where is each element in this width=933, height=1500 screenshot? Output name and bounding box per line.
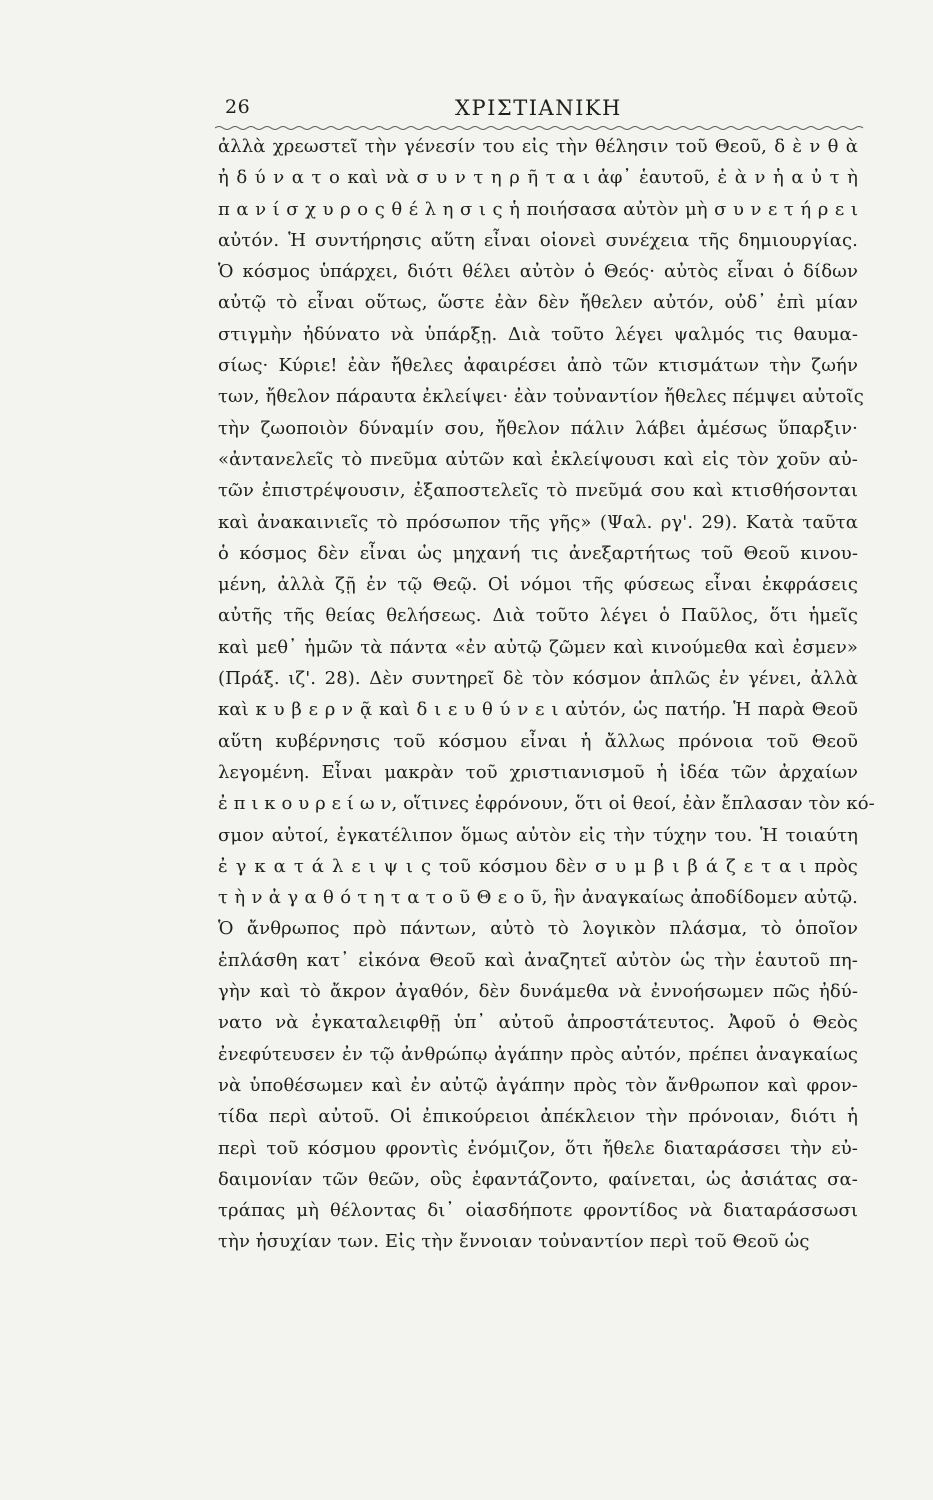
text-line: ἐ γ κ α τ ά λ ε ι ψ ι ς τοῦ κόσμου δὲν σ υ μ β ι β ά ζ ε τ α ι πρὸς (218, 855, 858, 877)
text-line: π α ν ί σ χ υ ρ ο ς θ έ λ η σ ι ς ἡ ποιήσασα αὐτὸν μὴ σ υ ν ε τ ή ρ ε ι (218, 198, 858, 220)
text-line: λεγομένη. Εἶναι μακρὰν τοῦ χριστιανισμοῦ ἡ ἰδέα τῶν ἀρχαίων (218, 761, 858, 783)
text-line: περὶ τοῦ κόσμου φροντὶς ἐνόμιζον, ὅτι ἤθελε διαταράσσει τὴν εὐ- (218, 1137, 858, 1159)
text-line: τὴν ἡσυχίαν των. Εἰς τὴν ἔννοιαν τοὐναντίον περὶ τοῦ Θεοῦ ὡς (218, 1231, 810, 1253)
page-number: 26 (225, 96, 251, 118)
text-line: τὴν ζωοποιὸν δύναμίν σου, ἤθελον πάλιν λάβει ἀμέσως ὕπαρξιν· (218, 417, 858, 439)
text-line: αὐτόν. Ἡ συντήρησις αὕτη εἶναι οἱονεὶ συνέχεια τῆς δημιουργίας. (218, 229, 858, 251)
text-line: νὰ ὑποθέσωμεν καὶ ἐν αὐτῷ ἀγάπην πρὸς τὸν ἄνθρωπον καὶ φρον- (218, 1074, 858, 1096)
text-line: τράπας μὴ θέλοντας δι᾽ οἱασδήποτε φροντίδος νὰ διαταράσσωσι (218, 1200, 858, 1222)
text-line: (Πράξ. ιζ'. 28). Δὲν συντηρεῖ δὲ τὸν κόσμον ἁπλῶς ἐν γένει, ἀλλὰ (218, 668, 858, 690)
text-line: των, ἤθελον πάραυτα ἐκλείψει· ἐὰν τοὐναντίον ἤθελες πέμψει αὐτοῖς (218, 386, 864, 408)
text-line: καὶ κ υ β ε ρ ν ᾷ καὶ δ ι ε υ θ ύ ν ε ι αὐτόν, ὡς πατήρ. Ἡ παρὰ Θεοῦ (218, 699, 858, 721)
body-text (218, 131, 875, 1258)
text-line: στιγμὴν ἠδύνατο νὰ ὑπάρξῃ. Διὰ τοῦτο λέγει ψαλμός τις θαυμα- (218, 323, 858, 345)
text-line: σίως· Κύριε! ἐὰν ἤθελες ἀφαιρέσει ἀπὸ τῶν κτισμάτων τὴν ζωήν (218, 355, 858, 377)
text-line: αὕτη κυβέρνησις τοῦ κόσμου εἶναι ἡ ἄλλως πρόνοια τοῦ Θεοῦ (218, 730, 858, 752)
text-line: καὶ μεθ᾽ ἡμῶν τὰ πάντα «ἐν αὐτῷ ζῶμεν καὶ κινούμεθα καὶ ἐσμεν» (218, 636, 858, 658)
text-line: Ὁ κόσμος ὑπάρχει, διότι θέλει αὐτὸν ὁ Θεός· αὐτὸς εἶναι ὁ δίδων (218, 261, 858, 283)
text-line: ἐπλάσθη κατ᾽ εἰκόνα Θεοῦ καὶ ἀναζητεῖ αὐτὸν ὡς τὴν ἑαυτοῦ πη- (218, 949, 858, 971)
text-line: ἠ δ ύ ν α τ ο καὶ νὰ σ υ ν τ η ρ ῆ τ α ι ἀφ᾽ ἑαυτοῦ, ἐ ὰ ν ἡ α ὐ τ ὴ (218, 167, 858, 189)
page-header (225, 96, 865, 126)
text-line: τῶν ἐπιστρέψουσιν, ἐξαποστελεῖς τὸ πνεῦμά σου καὶ κτισθήσονται (218, 480, 858, 502)
text-line: μένη, ἀλλὰ ζῇ ἐν τῷ Θεῷ. Οἱ νόμοι τῆς φύσεως εἶναι ἐκφράσεις (218, 574, 858, 596)
running-title: ΧΡΙΣΤΙΑΝΙΚΗ (455, 96, 622, 120)
text-line: αὐτῷ τὸ εἶναι οὕτως, ὥστε ἐὰν δὲν ἤθελεν αὐτόν, οὐδ᾽ ἐπὶ μίαν (218, 292, 858, 314)
text-line: Ὁ ἄνθρωπος πρὸ πάντων, αὐτὸ τὸ λογικὸν πλάσμα, τὸ ὁποῖον (218, 918, 858, 940)
text-line: τ ὴ ν ἀ γ α θ ό τ η τ α τ ο ῦ Θ ε ο ῦ, ἣν ἀναγκαίως ἀποδίδομεν αὐτῷ. (218, 887, 858, 909)
text-line: δαιμονίαν τῶν θεῶν, οὓς ἐφαντάζοντο, φαίνεται, ὡς ἀσιάτας σα- (218, 1168, 858, 1190)
text-line: ἀλλὰ χρεωστεῖ τὴν γένεσίν του εἰς τὴν θέλησιν τοῦ Θεοῦ, δ ὲ ν θ ὰ (218, 136, 858, 157)
text-line: νατο νὰ ἐγκαταλειφθῇ ὑπ᾽ αὐτοῦ ἀπροστάτευτος. Ἀφοῦ ὁ Θεὸς (218, 1012, 858, 1034)
text-line: «ἀντανελεῖς τὸ πνεῦμα αὐτῶν καὶ ἐκλείψουσι καὶ εἰς τὸν χοῦν αὐ- (218, 448, 858, 470)
text-line: γὴν καὶ τὸ ἄκρον ἀγαθόν, δὲν δυνάμεθα νὰ ἐννοήσωμεν πῶς ἠδύ- (218, 981, 858, 1003)
text-line: καὶ ἀνακαινιεῖς τὸ πρόσωπον τῆς γῆς» (Ψαλ. ργ'. 29). Κατὰ ταῦτα (218, 511, 858, 533)
text-line: τίδα περὶ αὐτοῦ. Οἱ ἐπικούρειοι ἀπέκλειον τὴν πρόνοιαν, διότι ἡ (218, 1106, 858, 1128)
text-line: ὁ κόσμος δὲν εἶναι ὡς μηχανή τις ἀνεξαρτήτως τοῦ Θεοῦ κινου- (218, 542, 858, 564)
text-line: σμον αὐτοί, ἐγκατέλιπον ὅμως αὐτὸν εἰς τὴν τύχην του. Ἡ τοιαύτη (218, 824, 858, 846)
text-line: αὐτῆς τῆς θείας θελήσεως. Διὰ τοῦτο λέγει ὁ Παῦλος, ὅτι ἡμεῖς (218, 605, 858, 627)
text-line: ἐ π ι κ ο υ ρ ε ί ω ν, οἵτινες ἐφρόνουν, ὅτι οἱ θεοί, ἐὰν ἔπλασαν τὸν κό- (218, 793, 875, 815)
text-line: ἐνεφύτευσεν ἐν τῷ ἀνθρώπῳ ἀγάπην πρὸς αὐτόν, πρέπει ἀναγκαίως (218, 1043, 858, 1065)
